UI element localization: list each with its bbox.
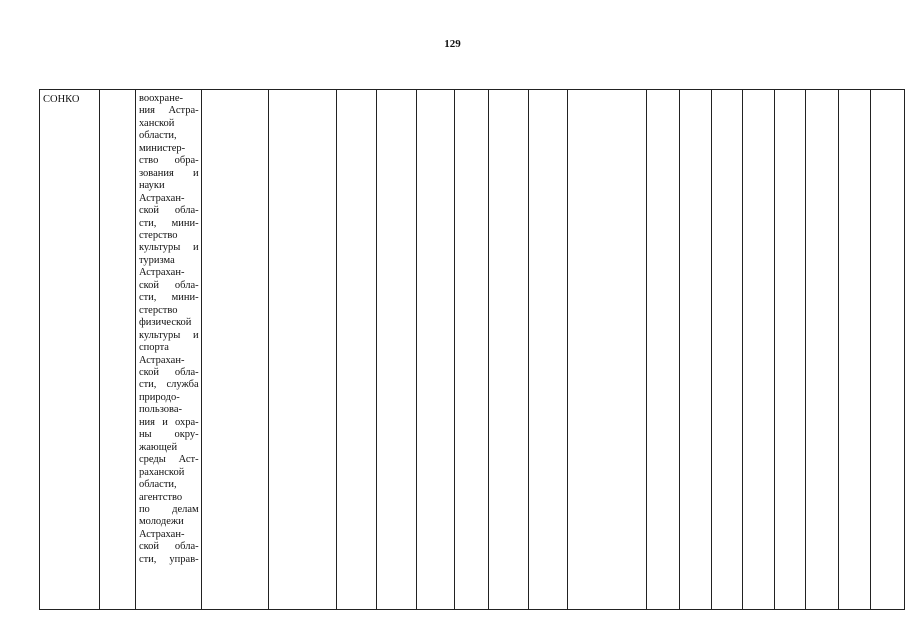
cell-empty — [377, 90, 417, 610]
description-line: сти, мини- — [138, 217, 199, 229]
description-line: сти, управ- — [138, 553, 199, 565]
cell-empty — [742, 90, 774, 610]
cell-empty — [806, 90, 839, 610]
cell-empty — [839, 90, 871, 610]
description-line: Астрахан- — [138, 192, 185, 204]
description-line: стерство — [138, 304, 178, 316]
description-line: науки — [138, 180, 165, 192]
cell-empty — [100, 90, 136, 610]
cell-empty — [201, 90, 269, 610]
cell-description — [135, 90, 201, 610]
cell-empty — [568, 90, 647, 610]
page-number: 129 — [444, 38, 461, 50]
description-line: Астрахан- — [138, 267, 185, 279]
description-line: спорта — [138, 342, 169, 354]
description-line: стерство — [138, 229, 178, 241]
cell-empty — [711, 90, 742, 610]
description-line: ны окру- — [138, 429, 199, 441]
description-line: пользова- — [138, 404, 183, 416]
description-line: Астрахан- — [138, 354, 185, 366]
description-line: министер- — [138, 142, 186, 154]
description-line: раханской — [138, 466, 185, 478]
cell-empty — [269, 90, 337, 610]
description-line: ской обла- — [138, 279, 199, 291]
description-line: туризма — [138, 254, 175, 266]
description-line: среды Аст- — [138, 454, 199, 466]
description-line: жающей — [138, 441, 178, 453]
description-line: ской обла- — [138, 541, 199, 553]
description-line: ство обра- — [138, 155, 199, 167]
description-line: области, — [138, 479, 177, 491]
description-line: ской обла- — [138, 366, 199, 378]
cell-empty — [489, 90, 529, 610]
cell-empty — [336, 90, 377, 610]
description-line: области, — [138, 130, 177, 142]
description-line: природо- — [138, 391, 180, 403]
description-line: зования и — [138, 167, 199, 179]
description-lines — [139, 93, 199, 566]
description-line: ханской — [138, 117, 175, 129]
description-line: физической — [138, 317, 192, 329]
description-line: воохране- — [138, 93, 183, 104]
data-table — [39, 89, 905, 610]
cell-empty — [416, 90, 455, 610]
cell-empty — [774, 90, 806, 610]
description-line: культуры и — [138, 329, 199, 341]
description-line: сти, служба — [138, 379, 199, 391]
description-line: культуры и — [138, 242, 199, 254]
description-line: по делам — [138, 503, 199, 515]
description-line: сти, мини- — [138, 292, 199, 304]
description-line: ния и охра- — [138, 416, 199, 428]
cell-empty — [871, 90, 905, 610]
description-line: ния Астра- — [138, 105, 199, 117]
description-line: ской обла- — [138, 205, 199, 217]
cell-empty — [647, 90, 680, 610]
description-line: Астрахан- — [138, 528, 185, 540]
table-row — [40, 90, 905, 610]
cell-org: СОНКО — [40, 90, 100, 610]
cell-empty — [680, 90, 712, 610]
cell-empty — [455, 90, 489, 610]
description-line: агентство — [138, 491, 183, 503]
cell-empty — [528, 90, 568, 610]
description-line: молодежи — [138, 516, 184, 528]
